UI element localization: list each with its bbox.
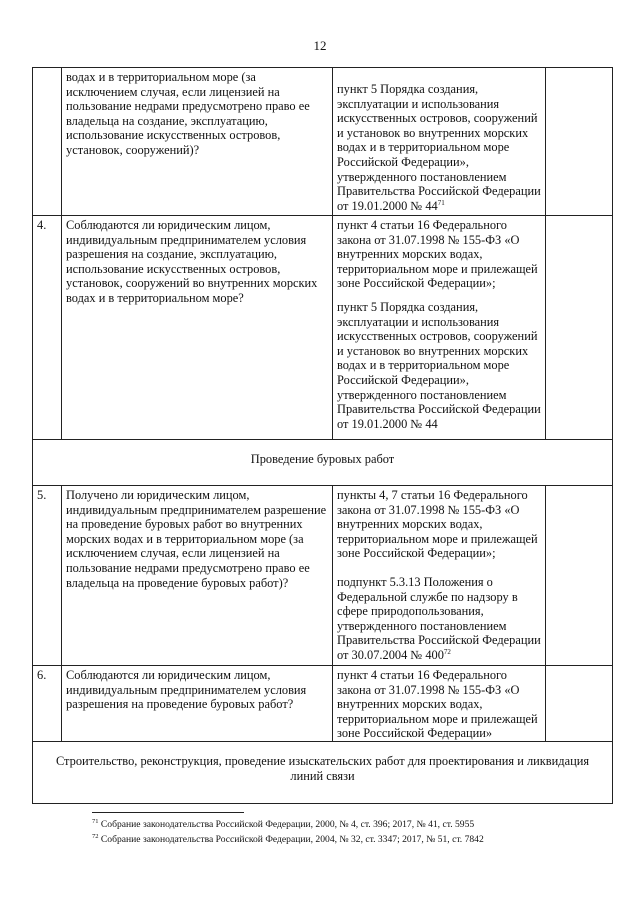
empty-cell [546,666,613,742]
footnote-separator [92,812,244,813]
legal-basis-text: пункт 4 статьи 16 Федерального закона от 31.07.1998 № 155-ФЗ «О внутренних морских водах, территориальном море и прилежащей зоне Российской Федерации» [337,668,538,741]
legal-basis-text: пункт 5 Порядка создания, эксплуатации и использования искусственных островов, сооружений и установок во внутренних морских водах и в территориальном море Российской Федерации», утвержденного постановлением Правительства Российской Федерации от 19.01.2000 № 44 [337,299,541,431]
question-cell: Соблюдаются ли юридическим лицом, индивидуальным предпринимателем условия разрешения на создание, эксплуатацию, использование искусственных островов, установок, сооружений во внутренних морских водах и в территориальном море? [62,216,333,440]
table-row [33,216,613,440]
question-cell: водах и в территориальном море (за исключением случая, если лицензией на пользование недрами предусмотрено право ее владельца на создание, эксплуатацию, использование искусственных островов, установок, сооружений)? [62,68,333,216]
legal-basis-cell [333,666,546,742]
footnotes [92,817,612,847]
empty-cell [546,68,613,216]
table-row [33,666,613,742]
empty-cell [546,486,613,666]
legal-basis-text: подпункт 5.3.13 Положения о Федеральной службе по надзору в сфере природопользования, утвержденного постановлением Правительства Российской Федерации от 30.07.2004 № 400 [337,574,541,662]
legal-basis-text: пункт 5 Порядка создания, эксплуатации и использования искусственных островов, сооружений и установок во внутренних морских водах и в территориальном море Российской Федерации», утвержденного постановлением Правительства Российской Федерации от 19.01.2000 № 44 [337,82,541,213]
section-row [33,440,613,486]
section-heading: Строительство, реконструкция, проведение изыскательских работ для проектирования и ликвидация линий связи [33,741,613,803]
table-row [33,486,613,666]
row-number: 6. [33,666,62,742]
footnote-mark: 71 [92,817,99,825]
legal-basis-cell [333,68,546,216]
row-number: 4. [33,216,62,440]
question-cell: Получено ли юридическим лицом, индивидуальным предпринимателем разрешение на проведение буровых работ во внутренних морских водах и в территориальном море (за исключением случая, если лицензией на пользование недрами предусмотрено право ее владельца на проведение буровых работ)? [62,486,333,666]
legal-basis-cell [333,216,546,440]
legal-basis-text: пункты 4, 7 статьи 16 Федерального закона от 31.07.1998 № 155-ФЗ «О внутренних морских водах, территориальном море и прилежащей зоне Российской Федерации»; [337,488,538,561]
footnote-mark: 72 [443,647,451,656]
table-row [33,68,613,216]
legal-basis-cell [333,486,546,666]
checklist-table [32,67,613,804]
page-number: 12 [313,38,327,53]
row-number: 5. [33,486,62,666]
footnote [92,832,612,847]
footnote [92,817,612,832]
section-heading: Проведение буровых работ [33,440,613,486]
footnote-text: Собрание законодательства Российской Федерации, 2000, № 4, ст. 396; 2017, № 41, ст. 5955 [100,819,475,830]
row-number [33,68,62,216]
footnote-mark: 72 [92,832,99,840]
section-row [33,741,613,803]
footnote-text: Собрание законодательства Российской Федерации, 2004, № 32, ст. 3347; 2017, № 51, ст. 7842 [100,834,484,845]
empty-cell [546,216,613,440]
footnote-mark: 71 [437,198,445,207]
legal-basis-text: пункт 4 статьи 16 Федерального закона от 31.07.1998 № 155-ФЗ «О внутренних морских водах, территориальном море и прилежащей зоне Российской Федерации»; [337,218,538,291]
question-cell: Соблюдаются ли юридическим лицом, индивидуальным предпринимателем условия разрешения на проведение буровых работ? [62,666,333,742]
